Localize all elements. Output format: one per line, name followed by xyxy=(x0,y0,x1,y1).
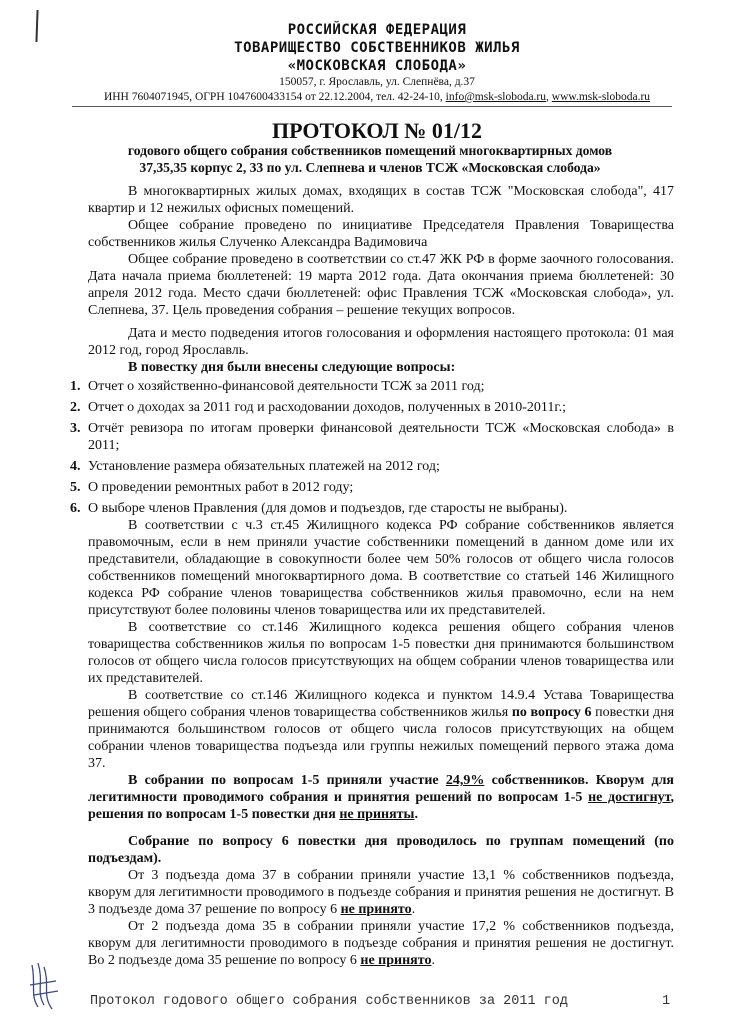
protocol-body xyxy=(70,183,675,969)
paragraph-voting-form: Общее собрание проведено в соответствии со ст.47 ЖК РФ в форме заочного голосования. Дата начала приема бюллетеней: 19 марта 2012 года. Дата окончания приема бюллетеней: 30 апреля 2012 года. Место сдачи бюллетеней: офис Правления ТСЖ «Московская слобода», ул. Слепнева, 37. Цель проведения собрания – решение текущих вопросов. xyxy=(88,252,674,318)
header-divider xyxy=(72,106,672,107)
email-link[interactable]: info@msk-sloboda.ru xyxy=(445,91,547,103)
subtitle-line-2: 37,35,35 корпус 2, 33 по ул. Слепнева и членов ТСЖ «Московская слобода» xyxy=(139,160,601,175)
paragraph-apartments: В многоквартирных жилых домах, входящих в состав ТСЖ "Московская слобода", 417 квартир и 12 нежилых офисных помещений. xyxy=(88,184,674,216)
subtitle-line-1: годового общего собрания собственников помещений многоквартирных домов xyxy=(127,143,613,158)
participation-percent: 24,9% xyxy=(445,773,485,788)
agenda-item: 1. Отчет о хозяйственно-финансовой деятельности ТСЖ за 2011 год; xyxy=(70,379,485,394)
paragraph-quorum-result: В собрании по вопросам 1-5 приняли участие 24,9% собственников. Кворум для легитимности проводимого собрания и принятия решений по вопросам 1-5 не достигнут, решения по вопросам 1-5 повестки дня не приняты. xyxy=(88,773,674,822)
agenda-heading: В повестку дня были внесены следующие вопросы: xyxy=(128,360,456,375)
protocol-title: ПРОТОКОЛ № 01/12 xyxy=(271,118,483,143)
header-org-name: «МОСКОВСКАЯ СЛОБОДА» xyxy=(287,58,467,74)
paragraph-results-date: Дата и место подведения итогов голосования и оформления настоящего протокола: 01 мая 2012 год, город Ярославль. xyxy=(88,326,674,358)
agenda-item: 2. Отчет о доходах за 2011 год и расходовании доходов, полученных в 2010-2011г.; xyxy=(70,400,566,415)
entrance-2-house-35: От 2 подъезда дома 35 в собрании приняли участие 17,2 % собственников подъезда, кворум для легитимности проводимого в подъезде собрания и принятия решения не достигнут. Во 2 подъезде дома 35 решение по вопросу 6 не принято. xyxy=(88,919,674,968)
header-ids-text: ИНН 7604071945, ОГРН 1047600433154 от 22.12.2004, тел. 42-24-10, xyxy=(103,91,446,103)
protocol-subtitle xyxy=(60,142,680,176)
section-6-heading: Собрание по вопросу 6 повестки дня проводилось по группам помещений (по подъездам). xyxy=(88,834,674,866)
page-number: 1 xyxy=(662,994,671,1009)
paragraph-initiator: Общее собрание проведено по инициативе Председателя Правления Товарищества собственников жилья Слученко Александра Вадимовича xyxy=(88,218,674,250)
paragraph-quorum-law: В соответствии с ч.3 ст.45 Жилищного кодекса РФ собрание собственников является правомочным, если в нем приняли участие собственники помещений в данном доме или их представители, обладающие в совокупности более чем 50% голосов от общего числа голосов собственников помещений многоквартирного дома. В соответствие со статьей 146 Жилищного кодекса РФ собрание членов товарищества собственников жилья правомочно, если на нем присутствуют более половины членов товарищества или их представителей. xyxy=(88,518,674,618)
agenda-item: 5. О проведении ремонтных работ в 2012 году; xyxy=(70,480,354,495)
entrance-3-house-37: От 3 подъезда дома 37 в собрании приняли участие 13,1 % собственников подъезда, кворум для легитимности проводимого в подъезде собрания и принятия решения не достигнут. В 3 подъезде дома 37 решение по вопросу 6 не принято. xyxy=(88,868,674,917)
website-link[interactable]: www.msk-sloboda.ru xyxy=(551,91,651,103)
handwritten-signature xyxy=(26,955,66,1015)
agenda-item: 6. О выборе членов Правления (для домов и подъездов, где старосты не выбраны). xyxy=(70,501,568,516)
header-ids: ИНН 7604071945, ОГРН 1047600433154 от 22.12.2004, тел. 42-24-10, info@msk-sloboda.ru, www.msk-sloboda.ru xyxy=(103,91,651,103)
paragraph-decisions-6: В соответствие со ст.146 Жилищного кодекса и пунктом 14.9.4 Устава Товарищества решения общего собрания членов товарищества собственников жилья по вопросу 6 повестки дня принимаются большинством голосов от общего числа голосов присутствующих на общем собрании членов товарищества подъезда или группы нежилых помещений первого этажа дома 37. xyxy=(88,688,675,771)
header-address: 150057, г. Ярославль, ул. Слепнёва, д.37 xyxy=(279,76,475,88)
paragraph-decisions-1-5: В соответствие со ст.146 Жилищного кодекса решения общего собрания членов товарищества собственников жилья по вопросам 1-5 повестки дня принимаются большинством голосов от общего числа голосов присутствующих на общем собрании членов товарищества или их представителей. xyxy=(88,620,674,686)
agenda-list xyxy=(70,378,674,517)
header-organization: ТОВАРИЩЕСТВО СОБСТВЕННИКОВ ЖИЛЬЯ xyxy=(234,40,520,56)
agenda-item: 4. Установление размера обязательных платежей на 2012 год; xyxy=(70,459,440,474)
header-country: РОССИЙСКАЯ ФЕДЕРАЦИЯ xyxy=(287,22,467,38)
footer-caption: Протокол годового общего собрания собственников за 2011 год xyxy=(90,994,568,1009)
agenda-item: 3. Отчёт ревизора по итогам проверки финансовой деятельности ТСЖ «Московская слобода» в 2011; xyxy=(70,421,674,453)
